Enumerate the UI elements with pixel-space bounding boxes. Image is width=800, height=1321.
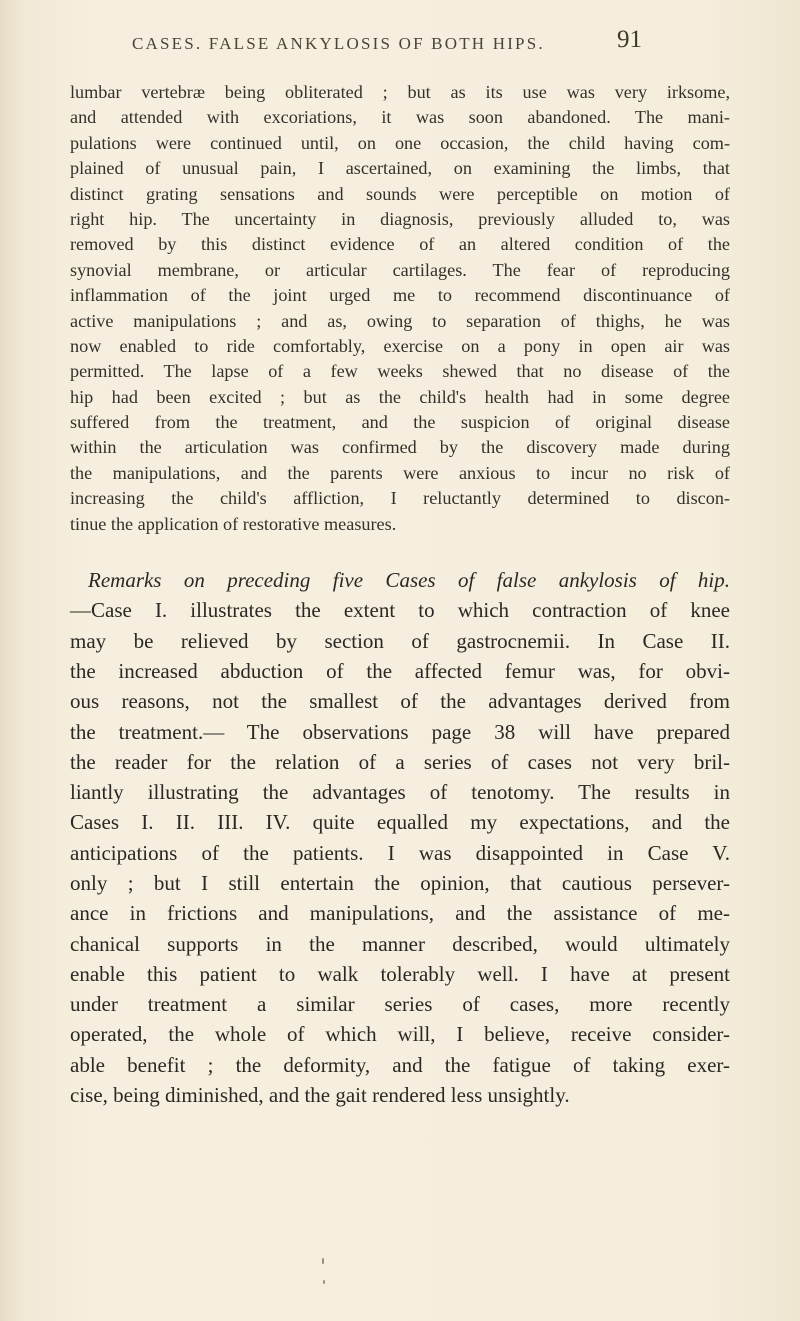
text-line: right hip. The uncertainty in diagnosis, previously alluded to, was (70, 208, 730, 229)
paragraph-gap (70, 537, 730, 565)
text-line: liantly illustrating the advantages of tenotomy. The results in (70, 780, 730, 805)
text-line: the increased abduction of the affected femur was, for obvi- (70, 658, 730, 683)
text-line: inflammation of the joint urged me to recommend discontinuance of (70, 285, 730, 306)
case-narrative-paragraph (70, 80, 730, 537)
text-line: distinct grating sensations and sounds were perceptible on motion of (70, 183, 730, 204)
text-line: the reader for the relation of a series of cases not very bril- (70, 749, 730, 774)
paper-speck (322, 1258, 324, 1264)
text-line: chanical supports in the manner described, would ultimately (70, 931, 730, 956)
text-line: tinue the application of restorative measures. (70, 513, 397, 534)
text-line: only ; but I still entertain the opinion, that cautious persever- (70, 871, 730, 895)
text-line: —Case I. illustrates the extent to which contraction of knee (70, 598, 730, 623)
text-line: increasing the child's affliction, I reluctantly determined to discon- (70, 488, 730, 509)
text-line: may be relieved by section of gastrocnemii. In Case II. (70, 628, 730, 653)
text-line: lumbar vertebræ being obliterated ; but as its use was very irksome, (70, 82, 730, 102)
text-line: Cases I. II. III. IV. quite equalled my expectations, and the (70, 810, 730, 835)
text-line: under treatment a similar series of cases, more recently (70, 992, 730, 1017)
text-line: permitted. The lapse of a few weeks shewed that no disease of the (70, 361, 730, 382)
text-line: enable this patient to walk tolerably well. I have at present (70, 961, 730, 986)
text-line: cise, being diminished, and the gait rendered less unsightly. (70, 1083, 570, 1108)
text-line: pulations were continued until, on one occasion, the child having com- (70, 132, 730, 153)
text-line: the manipulations, and the parents were anxious to incur no risk of (70, 462, 730, 483)
text-line: within the articulation was confirmed by the discovery made during (70, 437, 730, 458)
text-line: suffered from the treatment, and the suspicion of original disease (70, 412, 730, 433)
page-header (0, 26, 800, 66)
paper-speck (323, 1280, 325, 1284)
text-line: the treatment.— The observations page 38 will have prepared (70, 719, 730, 744)
text-line: now enabled to ride comfortably, exercise on a pony in open air was (70, 335, 730, 356)
text-line: active manipulations ; and as, owing to separation of thighs, he was (70, 310, 730, 331)
text-line: able benefit ; the deformity, and the fatigue of taking exer- (70, 1052, 730, 1077)
text-line: ous reasons, not the smallest of the advantages derived from (70, 689, 730, 714)
page-number: 91 (617, 26, 642, 53)
text-line: ance in frictions and manipulations, and the assistance of me- (70, 901, 730, 926)
text-line: plained of unusual pain, I ascertained, on examining the limbs, that (70, 158, 730, 179)
remarks-heading: Remarks on preceding five Cases of false ankylosis of hip. (88, 568, 730, 593)
text-line: and attended with excoriations, it was soon abandoned. The mani- (70, 107, 730, 128)
running-head: CASES. FALSE ANKYLOSIS OF BOTH HIPS. (132, 34, 545, 53)
text-line: anticipations of the patients. I was disappointed in Case V. (70, 840, 730, 865)
text-line: hip had been excited ; but as the child's health had in some degree (70, 386, 730, 407)
text-line: synovial membrane, or articular cartilages. The fear of reproducing (70, 259, 730, 280)
text-line: removed by this distinct evidence of an altered condition of the (70, 234, 730, 255)
text-line: operated, the whole of which will, I believe, receive consider- (70, 1022, 730, 1047)
body-text (70, 80, 730, 1110)
remarks-paragraph (70, 565, 730, 1110)
